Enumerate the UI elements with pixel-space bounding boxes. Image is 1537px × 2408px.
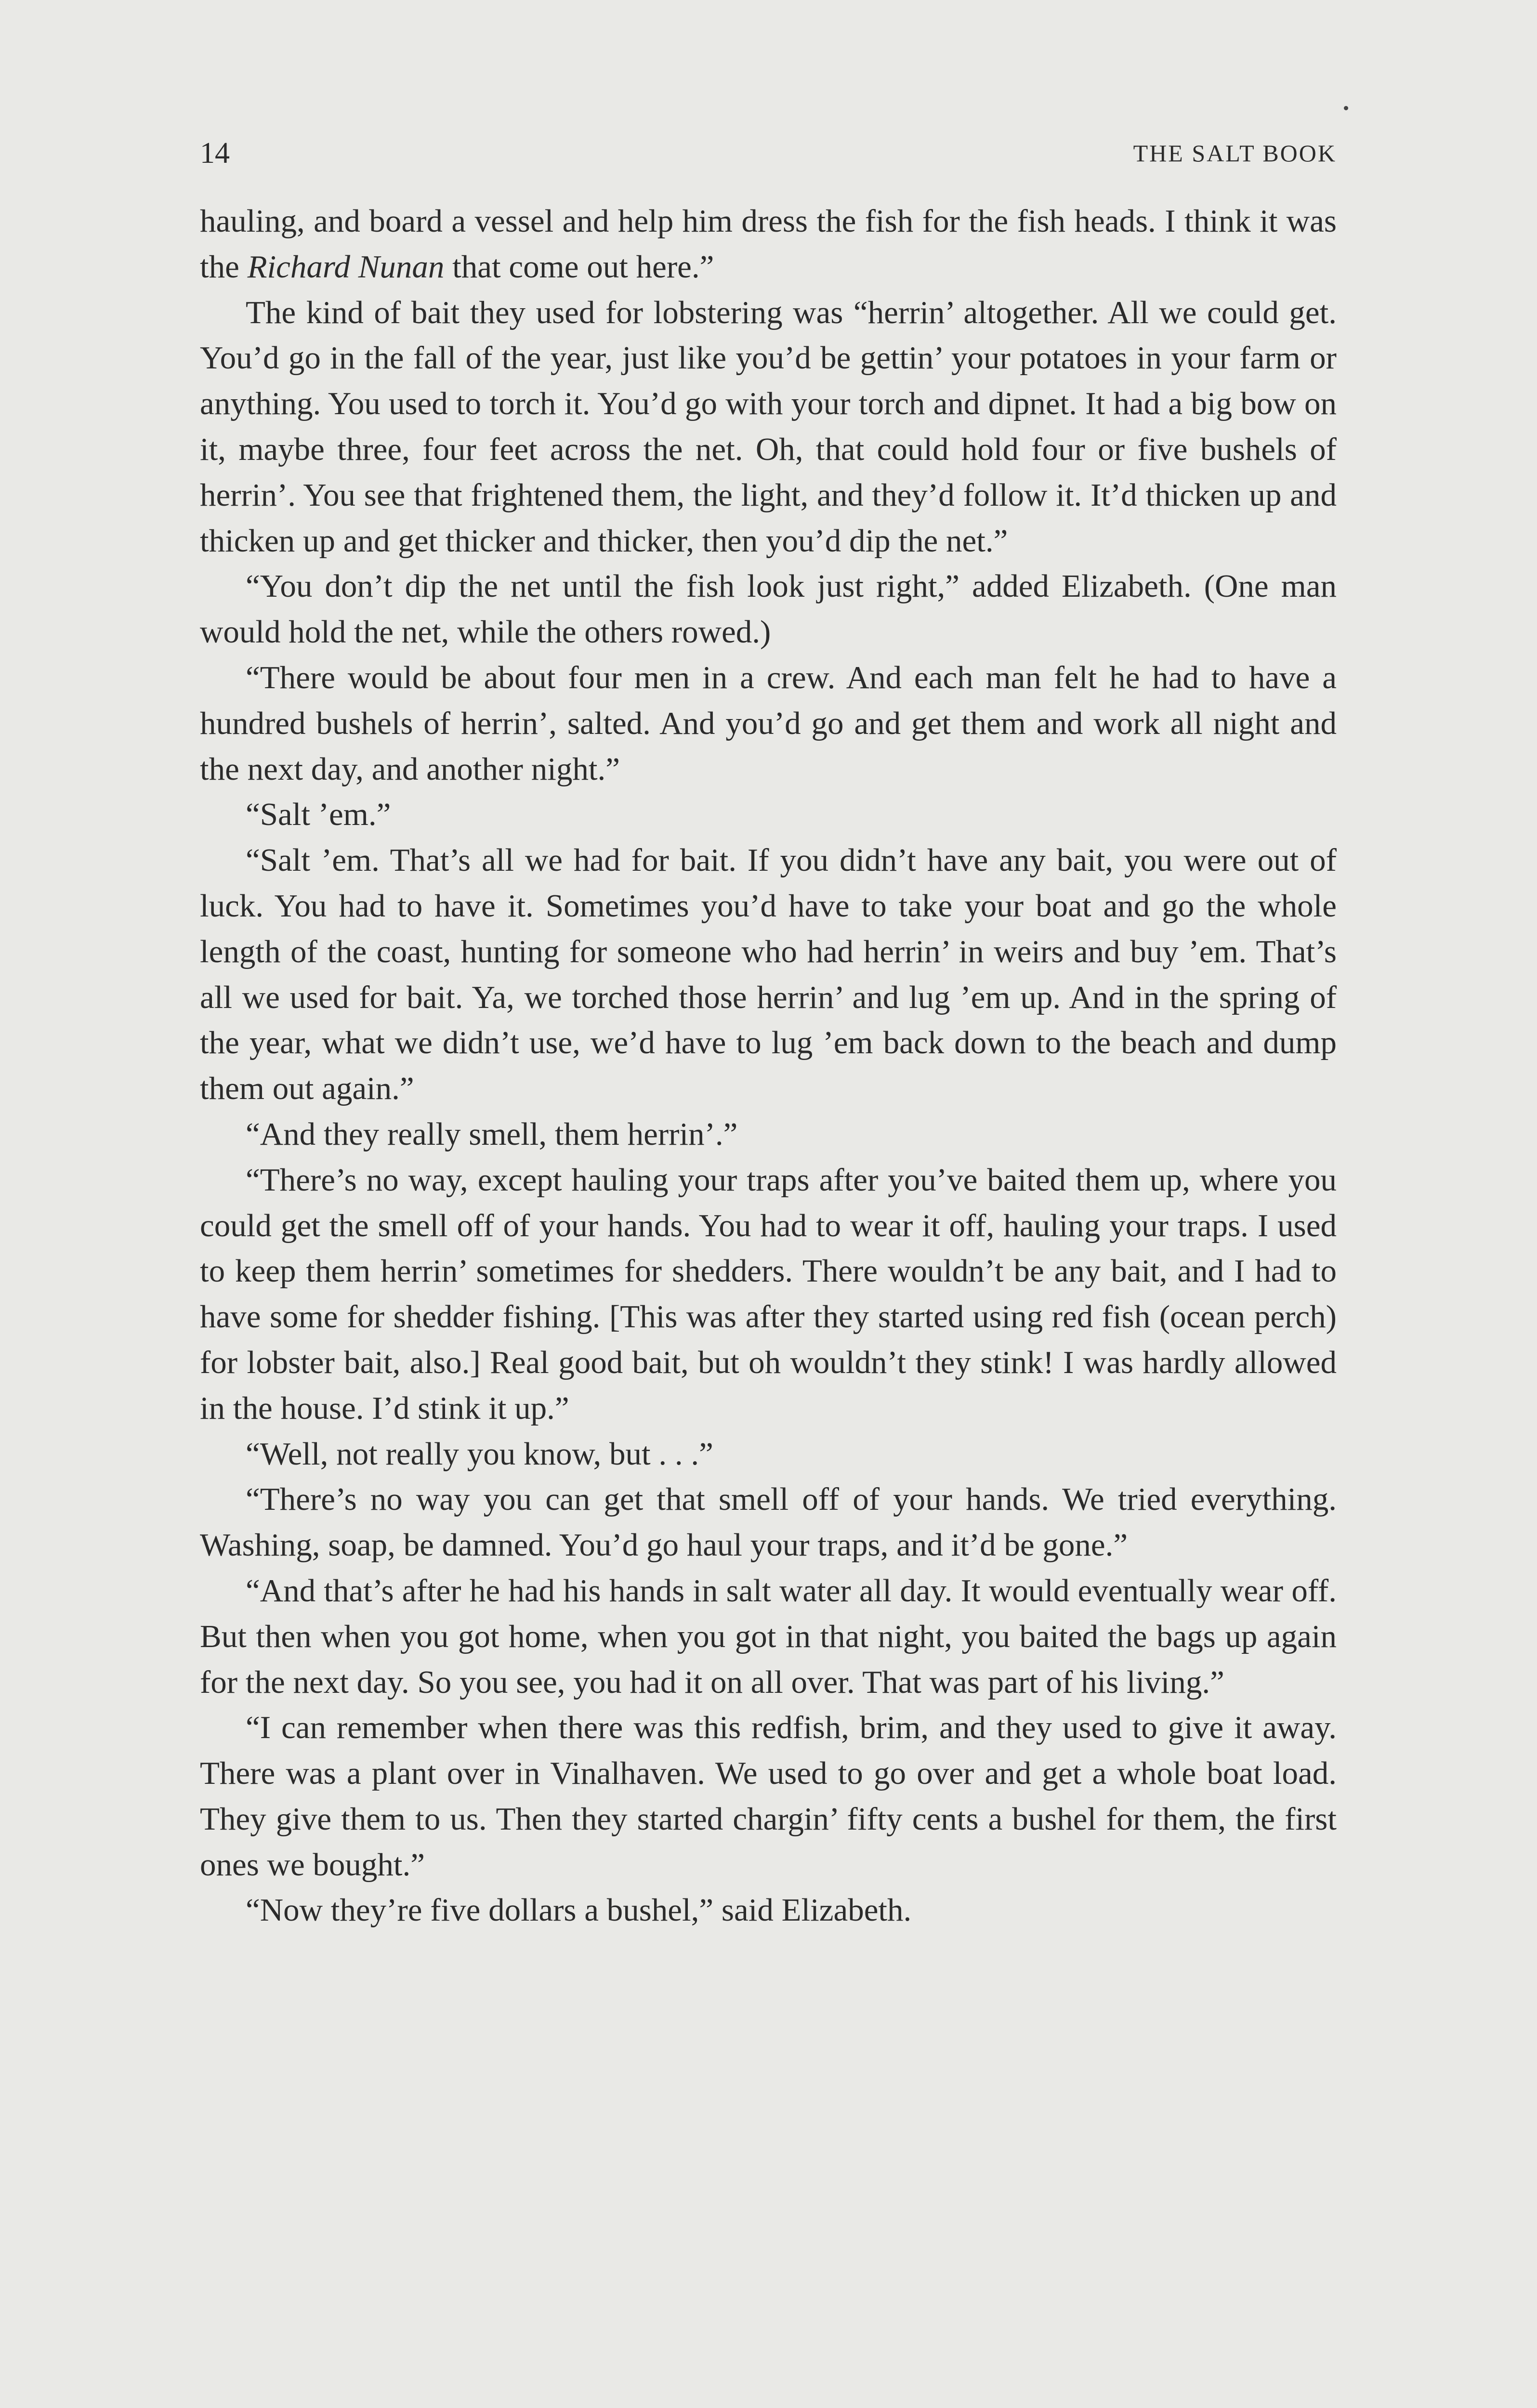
- paragraph-12: “I can remember when there was this redfish, brim, and they used to give it away. There was a plant over in Vinalhaven. We used to go over and get a whole boat load. They give them to us. Then they started chargin’ fifty cents a bushel for them, the first ones we bought.”: [200, 1710, 1337, 1883]
- page-number: 14: [200, 137, 230, 170]
- text-body: [200, 198, 1337, 1933]
- print-speck: [1344, 106, 1348, 110]
- paragraph-1-text: hauling, and board a vessel and help him dress the fish for the fish heads. I think it was the: [200, 203, 1337, 285]
- page-header: [200, 129, 1337, 177]
- paragraph-13: “Now they’re five dollars a bushel,” said Elizabeth.: [246, 1892, 912, 1928]
- paragraph-8: “There’s no way, except hauling your traps after you’ve baited them up, where you could get the smell off of your hands. You had to wear it off, hauling your traps. I used to keep them herrin’ sometimes for shedders. There wouldn’t be any bait, and I had to have some for shedder fishing. [This was after they started using red fish (ocean perch) for lobster bait, also.] Real good bait, but oh wouldn’t they stink! I was hardly allowed in the house. I’d stink it up.”: [200, 1162, 1337, 1426]
- paragraph-4: “There would be about four men in a crew. And each man felt he had to have a hundred bushels of herrin’, salted. And you’d go and get them and work all night and the next day, and another night.”: [200, 659, 1337, 787]
- vessel-name: Richard Nunan: [247, 249, 445, 285]
- running-head: THE SALT BOOK: [1133, 140, 1337, 167]
- paragraph-11: “And that’s after he had his hands in salt water all day. It would eventually wear off. But then when you got home, when you got in that night, you baited the bags up again for the next day. So you see, you had it on all over. That was part of his living.”: [200, 1572, 1337, 1700]
- paragraph-6: “Salt ’em. That’s all we had for bait. If you didn’t have any bait, you were out of luck. You had to have it. Sometimes you’d have to take your boat and go the whole length of the coast, hunting for someone who had herrin’ in weirs and buy ’em. That’s all we used for bait. Ya, we torched those herrin’ and lug ’em up. And in the spring of the year, what we didn’t use, we’d have to lug ’em back down to the beach and dump them out again.”: [200, 842, 1337, 1107]
- paragraph-2: The kind of bait they used for lobstering was “herrin’ altogether. All we could get. You’d go in the fall of the year, just like you’d be gettin’ your potatoes in your farm or anything. You used to torch it. You’d go with your torch and dipnet. It had a big bow on it, maybe three, four feet across the net. Oh, that could hold four or five bushels of herrin’. You see that frightened them, the light, and they’d follow it. It’d thicken up and thicken up and get thicker and thicker, then you’d dip the net.”: [200, 294, 1337, 559]
- paragraph-10: “There’s no way you can get that smell off of your hands. We tried everything. Washing, soap, be damned. You’d go haul your traps, and it’d be gone.”: [200, 1481, 1337, 1563]
- paragraph-3: “You don’t dip the net until the fish look just right,” added Elizabeth. (One man would hold the net, while the others rowed.): [200, 568, 1337, 650]
- paragraph-5: “Salt ’em.”: [246, 797, 391, 833]
- paragraph-7: “And they really smell, them herrin’.”: [246, 1116, 738, 1152]
- paragraph-1-text-end: that come out here.”: [444, 249, 714, 285]
- paragraph-1: [200, 198, 1337, 290]
- paragraph-9: “Well, not really you know, but . . .”: [246, 1436, 713, 1472]
